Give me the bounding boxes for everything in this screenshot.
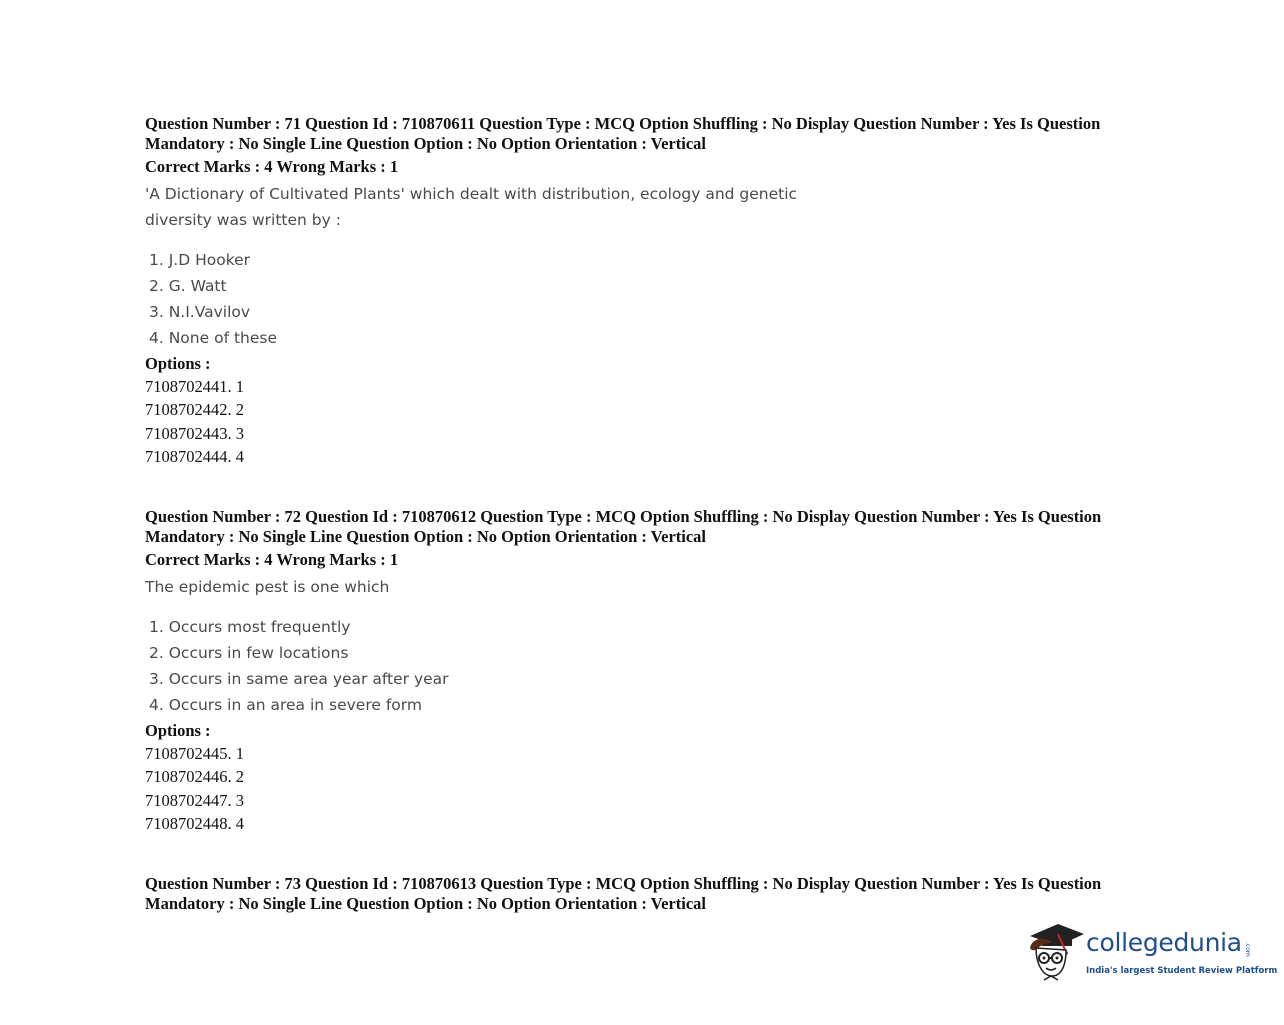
answer-choice: 4. Occurs in an area in severe form — [149, 695, 422, 714]
answer-choice: 4. None of these — [149, 328, 277, 347]
answer-choices — [145, 247, 1165, 351]
question-meta — [145, 507, 1165, 546]
question-block-72 — [145, 507, 1165, 836]
question-meta-line: Mandatory : No Single Line Question Option : No Option Orientation : Vertical — [145, 133, 707, 153]
question-meta — [145, 114, 1165, 153]
options-label: Options : — [145, 353, 211, 373]
question-meta-line: Mandatory : No Single Line Question Option : No Option Orientation : Vertical — [145, 893, 707, 913]
collegedunia-logo — [1022, 918, 1278, 990]
option-id-list — [145, 375, 1165, 469]
question-marks: Correct Marks : 4 Wrong Marks : 1 — [145, 550, 399, 569]
answer-choice: 1. J.D Hooker — [149, 250, 251, 269]
question-meta — [145, 874, 1165, 913]
question-block-73 — [145, 874, 1165, 913]
student-mascot-icon — [1022, 918, 1086, 988]
option-id: 7108702448. 4 — [145, 814, 244, 833]
option-id: 7108702445. 1 — [145, 743, 244, 763]
option-id: 7108702442. 2 — [145, 400, 244, 419]
answer-choice: 3. Occurs in same area year after year — [149, 669, 449, 688]
question-block-71 — [145, 114, 1165, 469]
option-id: 7108702443. 3 — [145, 423, 244, 443]
logo-domain-suffix: .com — [1244, 942, 1251, 957]
question-marks: Correct Marks : 4 Wrong Marks : 1 — [145, 157, 399, 176]
answer-choices — [145, 614, 1165, 718]
answer-choice: 1. Occurs most frequently — [149, 617, 351, 636]
option-id: 7108702447. 3 — [145, 790, 244, 810]
question-meta-line: Mandatory : No Single Line Question Option : No Option Orientation : Vertical — [145, 526, 707, 546]
logo-wordmark: collegedunia — [1086, 928, 1242, 957]
question-meta-line: Question Number : 71 Question Id : 710870611 Question Type : MCQ Option Shuffling : No Display Question Number : Yes Is Question — [145, 114, 1101, 133]
option-id: 7108702441. 1 — [145, 376, 244, 396]
question-text: 'A Dictionary of Cultivated Plants' which dealt with distribution, ecology and genetic diversity was written by : — [145, 184, 798, 229]
question-meta-line: Question Number : 73 Question Id : 710870613 Question Type : MCQ Option Shuffling : No Display Question Number : Yes Is Question — [145, 874, 1102, 893]
question-meta-line: Question Number : 72 Question Id : 710870612 Question Type : MCQ Option Shuffling : No Display Question Number : Yes Is Question — [145, 507, 1102, 526]
answer-choice: 2. Occurs in few locations — [149, 643, 349, 662]
question-text: The epidemic pest is one which — [145, 577, 390, 596]
options-label: Options : — [145, 720, 211, 740]
logo-tagline: India's largest Student Review Platform — [1086, 966, 1278, 976]
answer-choice: 2. G. Watt — [149, 276, 227, 295]
option-id: 7108702444. 4 — [145, 447, 244, 466]
option-id-list — [145, 742, 1165, 836]
option-id: 7108702446. 2 — [145, 767, 244, 786]
answer-choice: 3. N.I.Vavilov — [149, 302, 251, 321]
